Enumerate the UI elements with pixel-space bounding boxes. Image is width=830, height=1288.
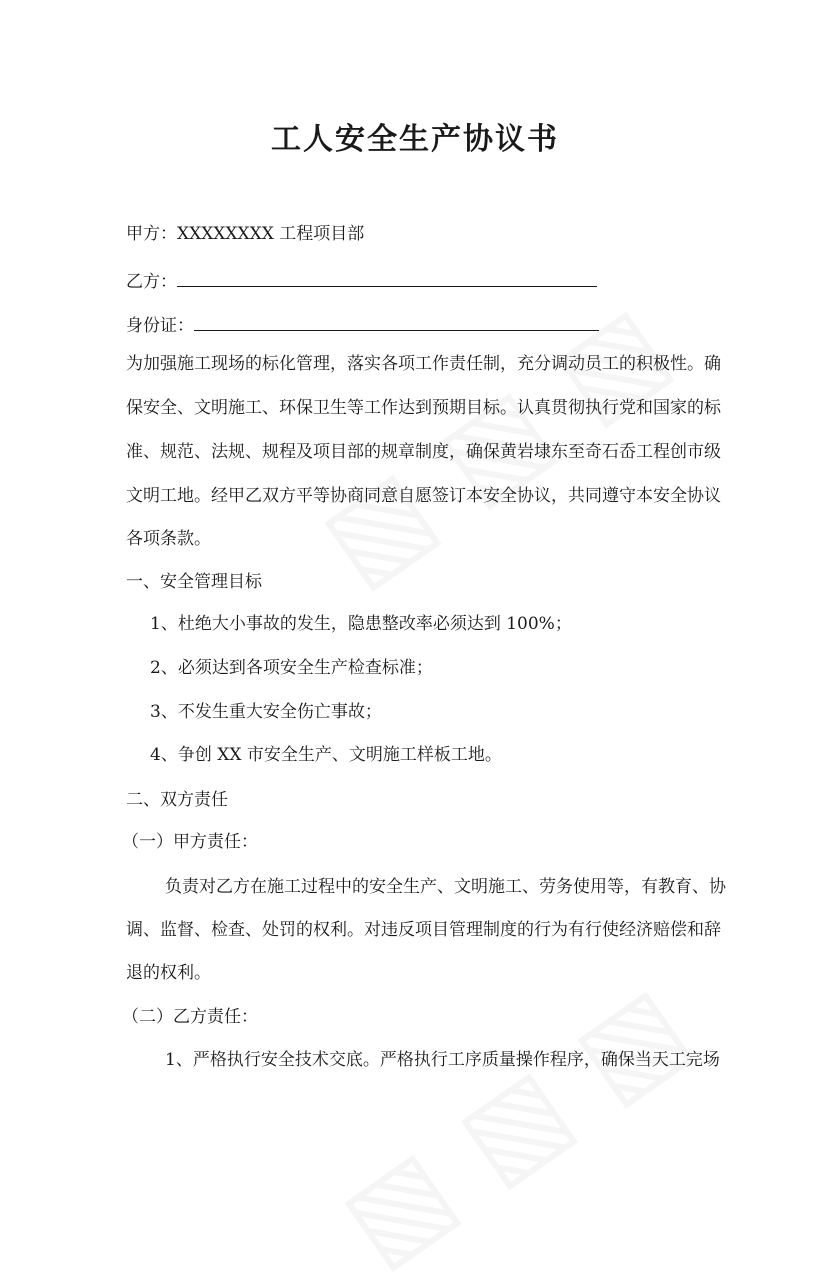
intro-line: 准、规范、法规、规程及项目部的规章制度，确保黄岩埭东至奇石岙工程创市级 (126, 442, 721, 462)
section2-heading: 二、双方责任 (126, 790, 228, 810)
id-label: 身份证： (126, 316, 194, 336)
intro-line: 为加强施工现场的标化管理，落实各项工作责任制，充分调动员工的积极性。确 (126, 354, 721, 374)
id-blank[interactable] (194, 310, 599, 331)
section1-item: 2、必须达到各项安全生产检查标准； (150, 658, 433, 678)
party-a-line: 甲方：XXXXXXXX 工程项目部 (126, 224, 365, 244)
section1-item: 3、不发生重大安全伤亡事故； (150, 702, 382, 722)
section1-heading: 一、安全管理目标 (126, 572, 262, 592)
intro-line: 各项条款。 (126, 529, 211, 549)
sub1-line: 退的权利。 (126, 963, 211, 983)
sub2-line: 1、严格执行安全技术交底。严格执行工序质量操作程序，确保当天工完场 (165, 1050, 720, 1070)
sub1-heading: （一）甲方责任： (122, 832, 258, 852)
party-b-label: 乙方： (126, 272, 177, 292)
sub2-heading: （二）乙方责任： (122, 1007, 258, 1027)
intro-line: 文明工地。经甲乙双方平等协商同意自愿签订本安全协议，共同遵守本安全协议 (126, 486, 721, 506)
document-title: 工人安全生产协议书 (271, 122, 559, 157)
section1-item: 1、杜绝大小事故的发生，隐患整改率必须达到 100%； (150, 614, 572, 634)
watermark (318, 960, 710, 1288)
sub1-line: 负责对乙方在施工过程中的安全生产、文明施工、劳务使用等，有教育、协 (165, 877, 726, 897)
id-line (126, 310, 599, 338)
sub1-line: 调、监督、检查、处罚的权利。对违反项目管理制度的行为有行使经济赔偿和辞 (126, 920, 721, 940)
party-b-line (126, 266, 597, 294)
party-b-blank[interactable] (177, 266, 597, 287)
intro-line: 保安全、文明施工、环保卫生等工作达到预期目标。认真贯彻执行党和国家的标 (126, 398, 721, 418)
section1-item: 4、争创 XX 市安全生产、文明施工样板工地。 (150, 745, 502, 765)
